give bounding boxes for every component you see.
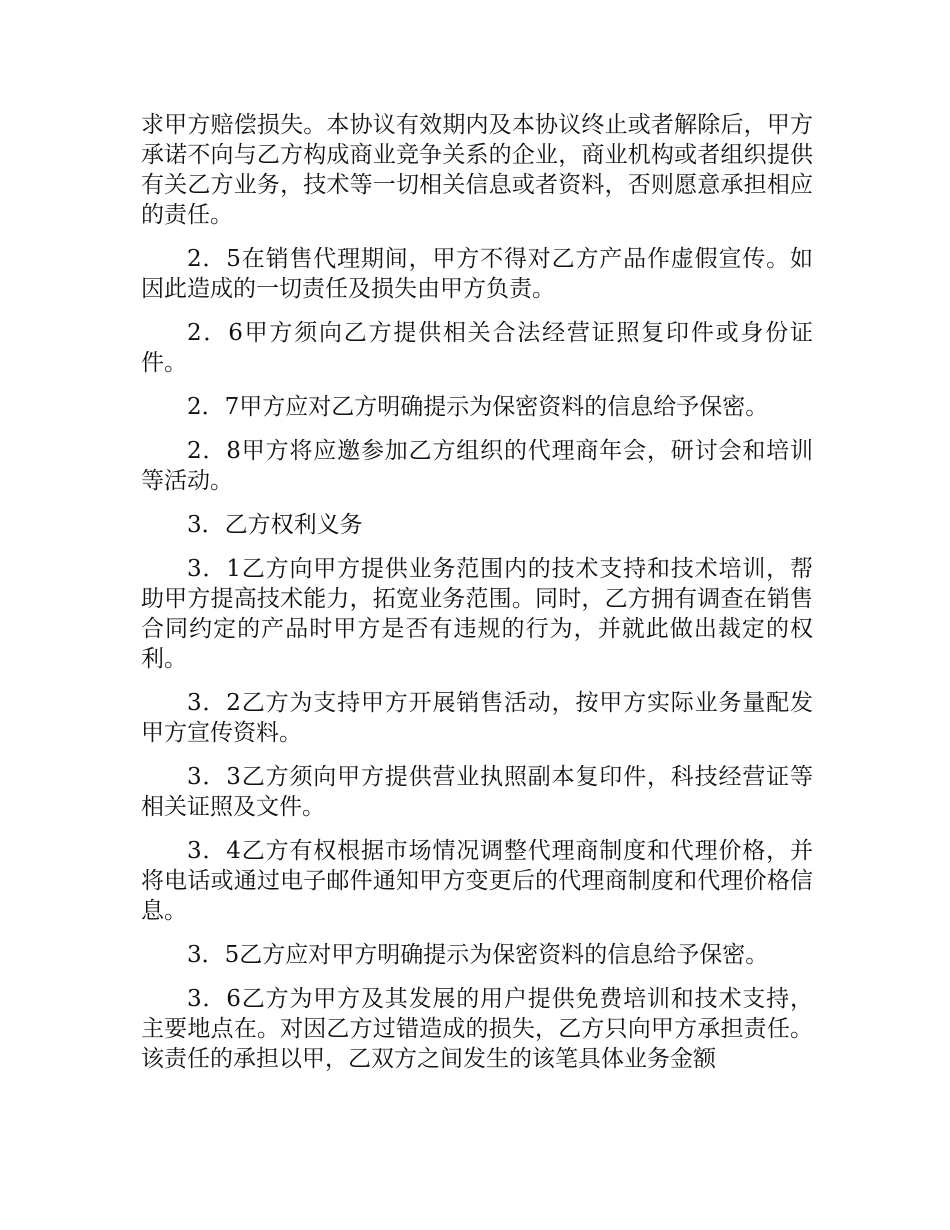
- paragraph-3-2: 3．2乙方为支持甲方开展销售活动，按甲方实际业务量配发甲方宣传资料。: [141, 690, 813, 746]
- paragraph-3-6: 3．6乙方为甲方及其发展的用户提供免费培训和技术支持，主要地点在。对因乙方过错造成的损失，乙方只向甲方承担责任。该责任的承担以甲，乙双方之间发生的该笔具体业务金额: [141, 986, 813, 1072]
- paragraph-2-8: 2．8甲方将应邀参加乙方组织的代理商年会，研讨会和培训等活动。: [141, 438, 813, 494]
- paragraph-2-6: 2．6甲方须向乙方提供相关合法经营证照复印件或身份证件。: [141, 320, 813, 376]
- paragraph-2-5: 2．5在销售代理期间，甲方不得对乙方产品作虚假宣传。如因此造成的一切责任及损失由甲方负责。: [141, 246, 813, 302]
- section-heading-3: 3．乙方权利义务: [187, 512, 363, 538]
- paragraph-3-3: 3．3乙方须向甲方提供营业执照副本复印件，科技经营证等相关证照及文件。: [141, 764, 813, 820]
- paragraph-2-7: 2．7甲方应对乙方明确提示为保密资料的信息给予保密。: [187, 394, 769, 420]
- paragraph-3-4: 3．4乙方有权根据市场情况调整代理商制度和代理价格，并将电话或通过电子邮件通知甲方变更后的代理商制度和代理价格信息。: [141, 838, 813, 924]
- document-page: [141, 110, 813, 1088]
- paragraph-3-5: 3．5乙方应对甲方明确提示为保密资料的信息给予保密。: [187, 942, 769, 968]
- paragraph-continuation: 求甲方赔偿损失。本协议有效期内及本协议终止或者解除后，甲方承诺不向与乙方构成商业竞争关系的企业，商业机构或者组织提供有关乙方业务，技术等一切相关信息或者资料，否则愿意承担相应的责任。: [141, 112, 813, 228]
- paragraph-3-1: 3．1乙方向甲方提供业务范围内的技术支持和技术培训，帮助甲方提高技术能力，拓宽业务范围。同时，乙方拥有调查在销售合同约定的产品时甲方是否有违规的行为，并就此做出裁定的权利。: [141, 556, 813, 672]
